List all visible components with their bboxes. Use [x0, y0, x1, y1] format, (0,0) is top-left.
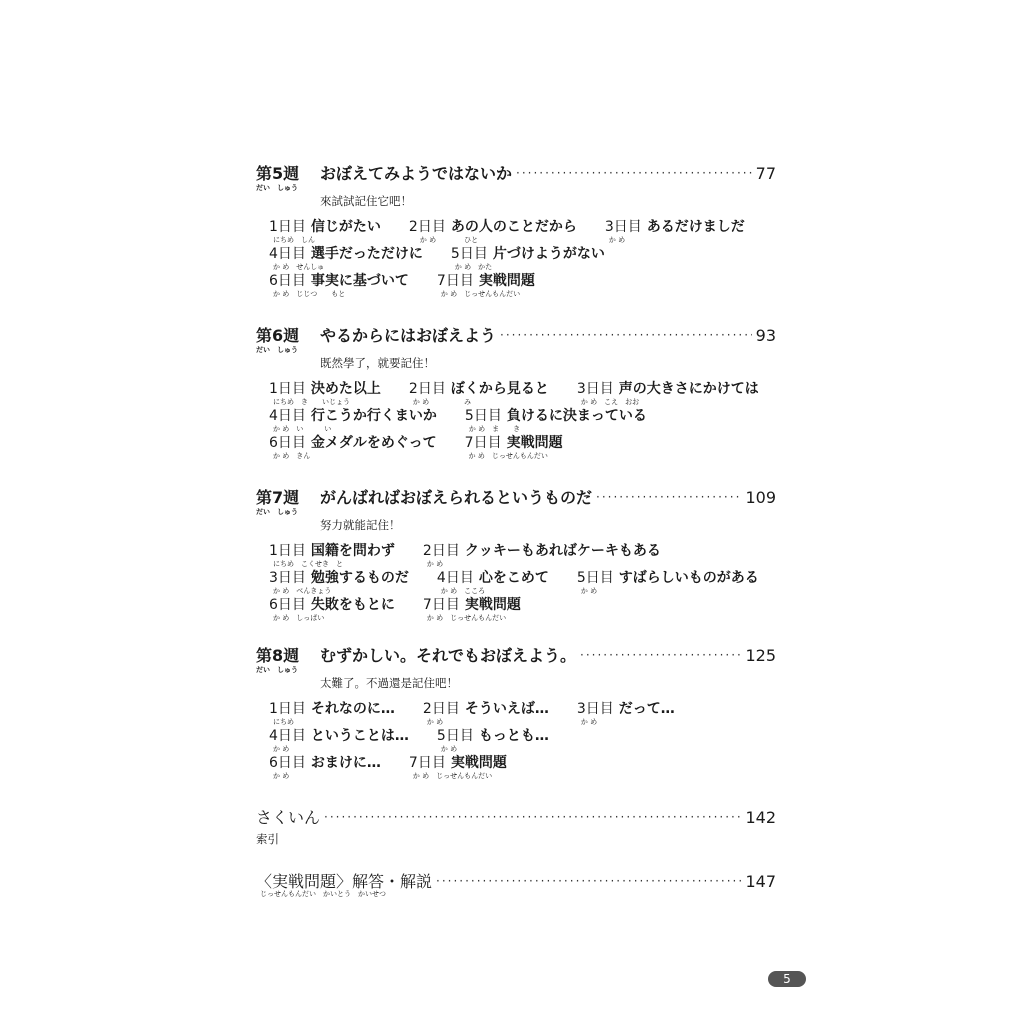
day-reading: か め [426, 718, 444, 726]
week-title: がんばればおぼえられるというものだ [320, 488, 593, 507]
leader-dots [596, 488, 741, 506]
day-number: 7日目 [464, 435, 502, 451]
week-page: 125 [745, 646, 776, 665]
day-entry[interactable] [437, 270, 535, 297]
day-number: 3日目 [576, 381, 614, 397]
week-section [256, 326, 776, 459]
day-number: 7日目 [422, 597, 460, 613]
answers-entry[interactable] [256, 872, 776, 898]
day-entry[interactable] [423, 594, 521, 621]
day-entry[interactable] [423, 540, 661, 567]
day-number: 4日目 [436, 570, 474, 586]
day-row [269, 243, 776, 270]
day-entry[interactable] [269, 405, 437, 432]
week-label: 第5週 だい しゅう [256, 164, 320, 192]
day-title: 実戦問題 [450, 755, 507, 771]
day-entry[interactable] [269, 216, 381, 243]
day-entry[interactable] [577, 567, 759, 594]
day-reading: か め み [412, 398, 472, 406]
day-number: 2日目 [408, 219, 446, 235]
day-title: 信じがたい [310, 219, 381, 235]
day-number: 1日目 [269, 381, 306, 397]
day-entry[interactable] [437, 567, 549, 594]
day-reading: か め こえ おお [580, 398, 640, 406]
day-number: 4日目 [269, 246, 306, 262]
day-title: 事実に基づいて [310, 273, 409, 289]
day-reading: か め [273, 772, 290, 780]
day-row [269, 567, 776, 594]
leader-dots [324, 808, 741, 826]
day-reading: か め べんきょう [273, 587, 332, 595]
day-entry[interactable] [465, 405, 647, 432]
week-heading[interactable] [256, 646, 776, 676]
day-number: 2日目 [422, 701, 460, 717]
day-number: 5日目 [576, 570, 614, 586]
day-number: 6日目 [269, 273, 306, 289]
page-number: 5 [768, 971, 806, 987]
day-entry[interactable] [269, 594, 395, 621]
day-title: ぼくから見ると [450, 381, 549, 397]
index-entry[interactable] [256, 808, 776, 846]
day-number: 3日目 [576, 701, 614, 717]
week-subtitle: 太難了。不過還是記住吧！ [320, 676, 458, 690]
day-entry[interactable] [577, 698, 675, 725]
day-title: 勉強するものだ [310, 570, 409, 586]
week-section [256, 164, 776, 297]
day-row [269, 378, 776, 405]
day-entry[interactable] [605, 216, 745, 243]
week-subtitle: 既然學了，就要記住！ [320, 356, 435, 370]
day-reading: か め [426, 560, 444, 568]
leader-dots [516, 164, 752, 182]
index-page: 142 [745, 808, 776, 827]
day-row [269, 540, 776, 567]
day-entry[interactable] [423, 698, 549, 725]
day-number: 3日目 [269, 570, 306, 586]
day-title: 失敗をもとに [310, 597, 395, 613]
day-reading: か め じっせんもんだい [468, 452, 548, 460]
day-title: だって… [618, 701, 675, 717]
week-subtitle: 努力就能記住！ [320, 518, 401, 532]
day-title: あの人のことだから [450, 219, 577, 235]
day-entry[interactable] [269, 567, 409, 594]
day-reading: か め きん [273, 452, 311, 460]
week-page: 109 [745, 488, 776, 507]
day-entry[interactable] [269, 540, 395, 567]
week-title: むずかしい。それでもおぼえよう。 [320, 646, 577, 665]
day-reading: か め い い [273, 425, 332, 433]
day-entry[interactable] [437, 725, 549, 752]
day-number: 1日目 [269, 543, 306, 559]
day-number: 5日目 [436, 728, 474, 744]
day-entry[interactable] [577, 378, 759, 405]
day-reading: か め じじつ もと [273, 290, 346, 298]
day-row [269, 432, 776, 459]
day-title: 国籍を問わず [310, 543, 395, 559]
day-reading: か め かた [454, 263, 493, 271]
day-reading: にちめ しん [273, 236, 315, 244]
day-title: 心をこめて [478, 570, 549, 586]
day-number: 2日目 [422, 543, 460, 559]
day-reading: にちめ こくせき と [273, 560, 343, 568]
day-title: クッキーもあればケーキもある [464, 543, 661, 559]
day-entry[interactable] [269, 725, 409, 752]
leader-dots [580, 646, 741, 664]
day-number: 6日目 [269, 755, 306, 771]
week-section [256, 646, 776, 779]
day-title: 片づけようがない [492, 246, 605, 262]
day-reading: にちめ き いじょう [273, 398, 350, 406]
day-title: 金メダルをめぐって [310, 435, 437, 451]
day-title: そういえば… [464, 701, 549, 717]
answers-reading: じっせんもんだい かいとう かいせつ [260, 890, 386, 898]
leader-dots [436, 872, 741, 890]
day-title: 選手だっただけに [310, 246, 423, 262]
day-entry[interactable] [269, 752, 381, 779]
day-entry[interactable] [451, 243, 605, 270]
day-reading: か め ま き [468, 425, 521, 433]
day-number: 4日目 [269, 728, 306, 744]
week-reading: だい しゅう [256, 346, 298, 354]
day-number: 7日目 [436, 273, 474, 289]
leader-dots [500, 326, 752, 344]
week-heading[interactable] [256, 326, 776, 356]
week-title: やるからにはおぼえよう [320, 326, 497, 345]
week-reading: だい しゅう [256, 508, 298, 516]
week-title: おぼえてみようではないか [320, 164, 513, 183]
day-title: 実戦問題 [478, 273, 535, 289]
week-page: 77 [755, 164, 776, 183]
week-reading: だい しゅう [256, 666, 298, 674]
day-number: 6日目 [269, 435, 306, 451]
answers-page: 147 [745, 872, 776, 891]
day-reading: にちめ [273, 718, 294, 726]
week-label: 第7週 だい しゅう [256, 488, 320, 516]
day-reading: か め こころ [440, 587, 486, 595]
day-number: 1日目 [269, 701, 306, 717]
day-reading: か め [580, 718, 598, 726]
day-title: 声の大きさにかけては [618, 381, 759, 397]
day-reading: か め じっせんもんだい [412, 772, 493, 780]
day-reading: か め [608, 236, 626, 244]
day-title: もっとも… [478, 728, 549, 744]
day-number: 5日目 [450, 246, 488, 262]
day-title: 実戦問題 [464, 597, 521, 613]
day-title: 実戦問題 [506, 435, 563, 451]
day-row [269, 270, 776, 297]
day-number: 6日目 [269, 597, 306, 613]
day-entry[interactable] [269, 270, 409, 297]
day-number: 3日目 [604, 219, 642, 235]
day-reading: か め じっせんもんだい [426, 614, 507, 622]
day-reading: か め しっぱい [273, 614, 325, 622]
day-title: それなのに… [310, 701, 395, 717]
day-entry[interactable] [269, 698, 395, 725]
day-row [269, 752, 776, 779]
day-number: 4日目 [269, 408, 306, 424]
day-title: おまけに… [310, 755, 381, 771]
week-subtitle: 來試試記住它吧！ [320, 194, 412, 208]
week-heading[interactable] [256, 488, 776, 518]
day-entry[interactable] [409, 378, 549, 405]
day-title: あるだけましだ [646, 219, 745, 235]
day-row [269, 216, 776, 243]
day-title: 行こうか行くまいか [310, 408, 437, 424]
answers-title: 〈実戦問題〉解答・解説 [256, 872, 433, 891]
week-label: 第8週 だい しゅう [256, 646, 320, 674]
week-heading[interactable] [256, 164, 776, 194]
day-entry[interactable] [409, 752, 507, 779]
day-number: 2日目 [408, 381, 446, 397]
day-number: 1日目 [269, 219, 306, 235]
day-entry[interactable] [269, 243, 423, 270]
week-page: 93 [755, 326, 776, 345]
day-reading: か め せんしゅ [273, 263, 325, 271]
day-title: ということは… [310, 728, 409, 744]
day-entry[interactable] [269, 378, 381, 405]
week-section [256, 488, 776, 621]
day-reading: か め [580, 587, 598, 595]
week-reading: だい しゅう [256, 184, 298, 192]
day-row [269, 405, 776, 432]
day-number: 5日目 [464, 408, 502, 424]
day-row [269, 698, 776, 725]
day-row [269, 594, 776, 621]
day-title: すばらしいものがある [618, 570, 759, 586]
week-label: 第6週 だい しゅう [256, 326, 320, 354]
day-reading: か め ひと [412, 236, 479, 244]
day-reading: か め [273, 745, 290, 753]
day-title: 決めた以上 [310, 381, 381, 397]
day-entry[interactable] [409, 216, 577, 243]
day-row [269, 725, 776, 752]
day-entry[interactable] [269, 432, 437, 459]
index-title: さくいん [256, 808, 321, 827]
day-entry[interactable] [465, 432, 563, 459]
day-reading: か め じっせんもんだい [440, 290, 521, 298]
day-reading: か め [440, 745, 458, 753]
day-title: 負けるに決まっている [506, 408, 647, 424]
index-subtitle: 索引 [256, 832, 279, 846]
day-number: 7日目 [408, 755, 446, 771]
